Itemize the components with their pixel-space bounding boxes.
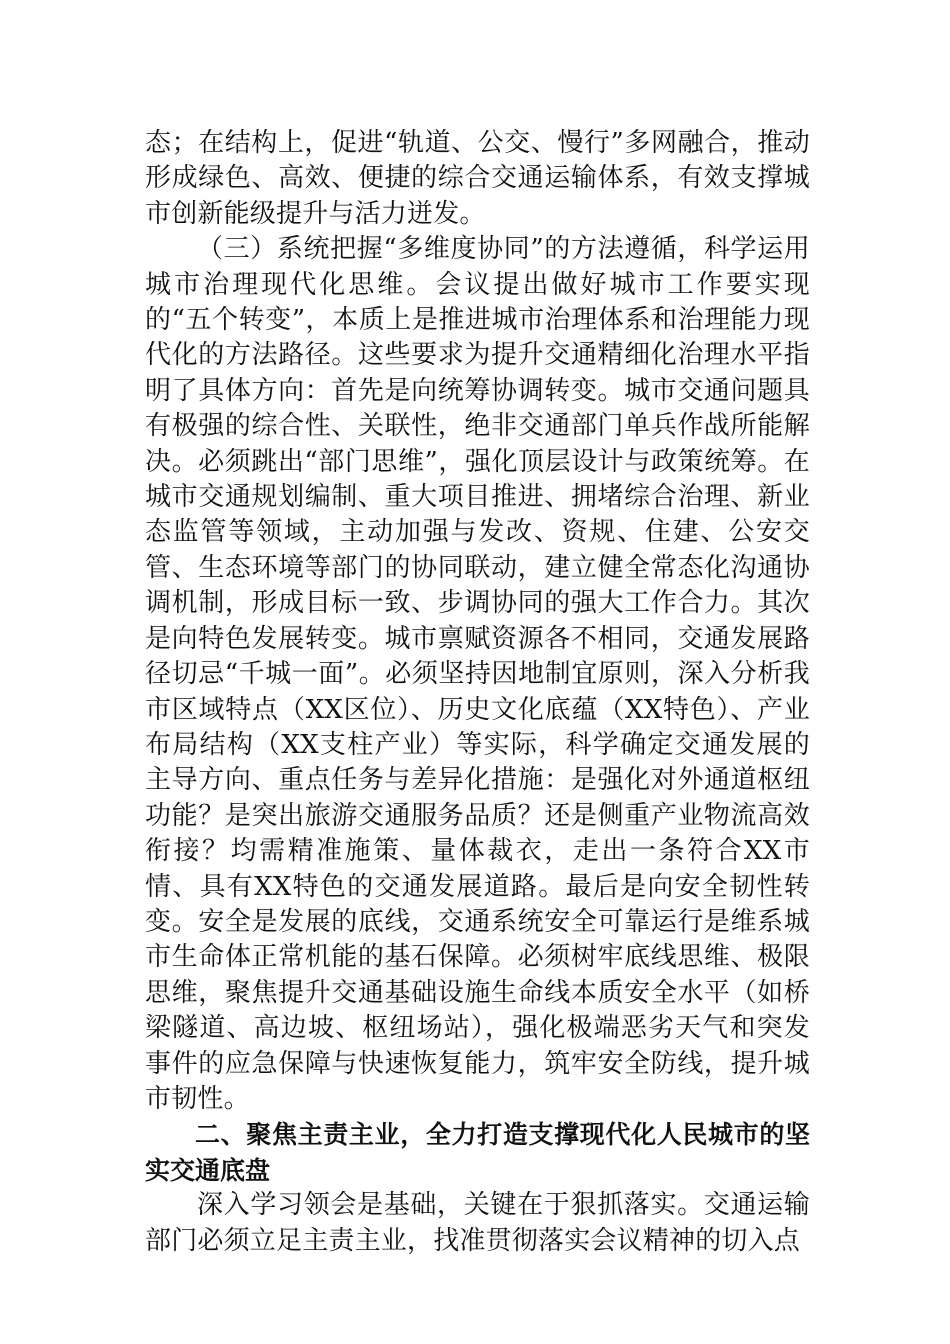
document-page — [145, 126, 810, 1259]
paragraph-section-three: （三）系统把握“多维度协同”的方法遵循，科学运用城市治理现代化思维。会议提出做好城市工作要实现的“五个转变”，本质上是推进城市治理体系和治理能力现代化的方法路径。这些要求为提升交通精细化治理水平指明了具体方向：首先是向统筹协调转变。城市交通问题具有极强的综合性、关联性，绝非交通部门单兵作战所能解决。必须跳出“部门思维”，强化顶层设计与政策统筹。在城市交通规划编制、重大项目推进、拥堵综合治理、新业态监管等领域，主动加强与发改、资规、住建、公安交管、生态环境等部门的协同联动，建立健全常态化沟通协调机制，形成目标一致、步调协同的强大工作合力。其次是向特色发展转变。城市禀赋资源各不相同，交通发展路径切忌“千城一面”。必须坚持因地制宜原则，深入分析我市区域特点（XX区位）、历史文化底蕴（XX特色）、产业布局结构（XX支柱产业）等实际，科学确定交通发展的主导方向、重点任务与差异化措施：是强化对外通道枢纽功能？是突出旅游交通服务品质？还是侧重产业物流高效衔接？均需精准施策、量体裁衣，走出一条符合XX市情、具有XX特色的交通发展道路。最后是向安全韧性转变。安全是发展的底线，交通系统安全可靠运行是维系城市生命体正常机能的基石保障。必须树牢底线思维、极限思维，聚焦提升交通基础设施生命线本质安全水平（如桥梁隧道、高边坡、枢纽场站），强化极端恶劣天气和突发事件的应急保障与快速恢复能力，筑牢安全防线，提升城市韧性。 — [145, 234, 810, 1114]
paragraph-implementation: 深入学习领会是基础，关键在于狠抓落实。交通运输部门必须立足主责主业，找准贯彻落实会议精神的切入点 — [145, 1190, 810, 1256]
section-heading-two: 二、聚焦主责主业，全力打造支撑现代化人民城市的坚实交通底盘 — [145, 1120, 810, 1185]
paragraph-continuation: 态；在结构上，促进“轨道、公交、慢行”多网融合，推动形成绿色、高效、便捷的综合交通运输体系，有效支撑城市创新能级提升与活力迸发。 — [145, 128, 810, 229]
